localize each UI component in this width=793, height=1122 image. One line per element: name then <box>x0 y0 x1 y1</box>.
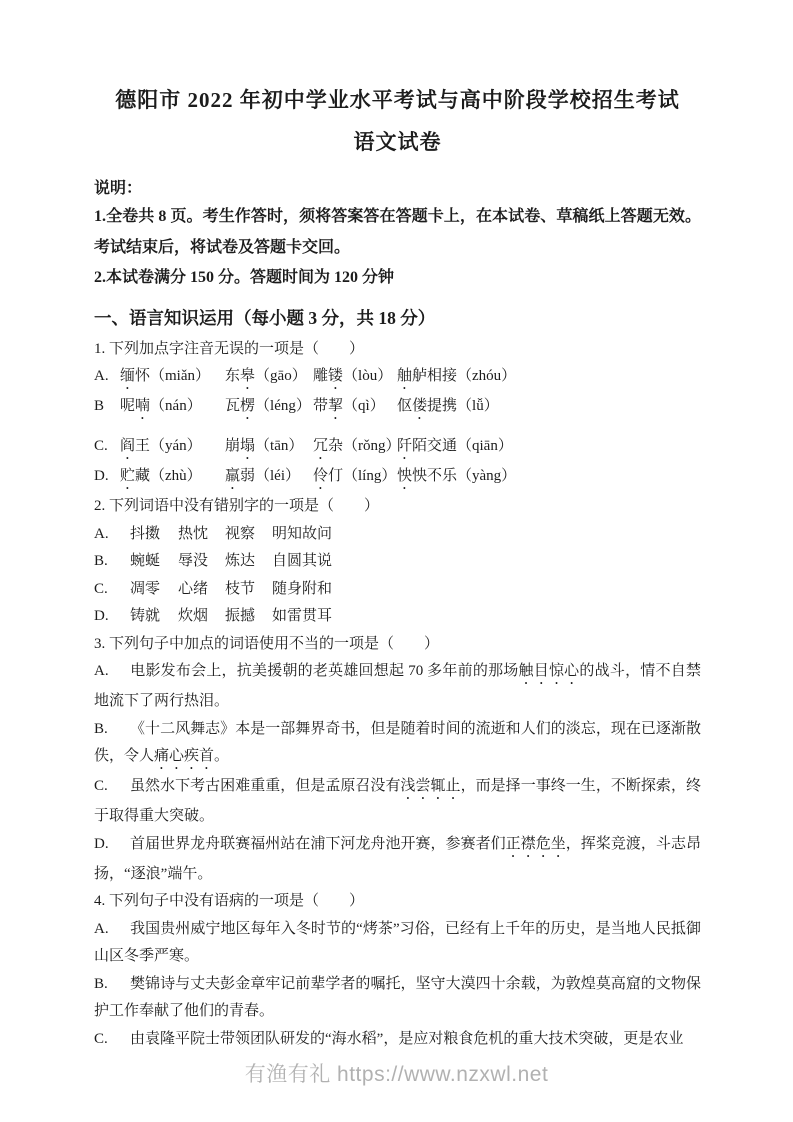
option-text: 《十二风舞志》本是一部舞界奇书，但是随着时间的流逝和人们的淡忘，现在已逐渐散佚，令人痛心疾首。 <box>94 720 701 764</box>
option-c <box>94 1026 701 1054</box>
word: 如雷贯耳 <box>272 608 333 624</box>
word: 辱没 <box>178 553 209 569</box>
option-label: A. <box>94 663 109 679</box>
word-with-pinyin: 带挈（qì） <box>313 398 385 414</box>
option-text: 电影发布会上，抗美援朝的老英雄回想起 70 多年前的那场触目惊心的战斗，情不自禁地流下了两行热泪。 <box>94 663 701 709</box>
question-2 <box>94 493 701 631</box>
option-a <box>94 658 701 716</box>
option-cell <box>94 603 178 631</box>
option-cell <box>94 521 178 549</box>
word-with-pinyin: 雕镂（lòu） <box>313 368 393 384</box>
question-4-stem: 4. 下列句子中没有语病的一项是（ ） <box>94 893 365 909</box>
option-label: A. <box>94 920 109 937</box>
watermark-link[interactable]: 有渔有礼 https://www.nzxwl.net <box>244 1063 549 1086</box>
option-text: 我国贵州威宁地区每年入冬时节的“烤茶”习俗，已经有上千年的历史，是当地人民抵御山区冬季严寒。 <box>94 920 701 964</box>
option-label: C. <box>94 778 108 794</box>
section-heading: 一、语言知识运用（每小题 3 分，共 18 分） <box>94 307 436 328</box>
word: 凋零 <box>130 580 161 597</box>
word: 铸就 <box>130 608 161 624</box>
word-with-pinyin: 贮藏（zhù） <box>120 468 202 484</box>
word-with-pinyin: 伛偻提携（lǚ） <box>397 398 499 414</box>
option-row-a <box>94 521 701 549</box>
option-row-b <box>94 548 701 576</box>
option-label: C. <box>94 580 108 597</box>
option-cell <box>94 576 178 604</box>
word-with-pinyin: 缅怀（miǎn） <box>120 368 211 384</box>
word: 炼达 <box>225 553 256 569</box>
word: 枝节 <box>225 580 256 597</box>
question-2-stem: 2. 下列词语中没有错别字的一项是（ ） <box>94 498 380 514</box>
option-text: 樊锦诗与丈夫彭金章牢记前辈学者的嘱托，坚守大漠四十余载，为敦煌莫高窟的文物保护工作奉献了他们的青春。 <box>94 975 701 1019</box>
option-c <box>94 773 701 831</box>
word: 炊烟 <box>178 608 209 624</box>
option-row-a <box>94 363 701 393</box>
option-row-c <box>94 576 701 604</box>
option-cell <box>94 433 225 463</box>
option-label: B. <box>94 553 108 569</box>
word: 自圆其说 <box>272 553 333 569</box>
option-cell <box>94 393 225 423</box>
word: 抖擞 <box>130 525 161 542</box>
option-row-d <box>94 463 701 493</box>
option-label: C. <box>94 438 108 454</box>
option-label: D. <box>94 835 109 852</box>
option-row-d <box>94 603 701 631</box>
option-cell <box>94 548 178 576</box>
option-label: B. <box>94 720 108 737</box>
word-with-pinyin: 呢喃（nán） <box>120 398 202 414</box>
question-3 <box>94 631 701 889</box>
option-label: D. <box>94 608 109 624</box>
word: 心绪 <box>178 580 209 597</box>
option-label: B <box>94 398 105 414</box>
word-with-pinyin: 瓦楞（léng） <box>225 398 311 414</box>
option-d <box>94 831 701 889</box>
word-with-pinyin: 怏怏不乐（yàng） <box>397 468 517 484</box>
option-label: A. <box>94 368 109 384</box>
option-label: B. <box>94 975 108 992</box>
option-a <box>94 916 701 971</box>
option-label: A. <box>94 525 109 542</box>
option-label: C. <box>94 1030 108 1047</box>
word-with-pinyin: 崩塌（tān） <box>225 438 304 454</box>
note-item-2: 2.本试卷满分 150 分。答题时间为 120 分钟 <box>94 269 395 286</box>
option-cell <box>94 463 225 493</box>
word-with-pinyin: 阡陌交通（qiān） <box>397 438 513 454</box>
word: 随身附和 <box>272 580 333 597</box>
word: 视察 <box>225 525 256 542</box>
word: 明知故问 <box>272 525 333 542</box>
word-with-pinyin: 伶仃（líng） <box>313 468 397 484</box>
option-label: D. <box>94 468 109 484</box>
page-subtitle: 语文试卷 <box>353 130 442 154</box>
word-with-pinyin: 羸弱（léi） <box>225 468 301 484</box>
option-cell <box>94 363 225 393</box>
notes-label: 说明： <box>94 180 143 197</box>
option-row-c <box>94 433 701 463</box>
word-with-pinyin: 东皋（gāo） <box>225 368 307 384</box>
option-row-b <box>94 393 701 423</box>
question-1 <box>94 336 701 494</box>
note-item-1: 1.全卷共 8 页。考生作答时，须将答案答在答题卡上，在本试卷、草稿纸上答题无效。考试结束后，将试卷及答题卡交回。 <box>94 208 701 256</box>
question-1-stem: 1. 下列加点字注音无误的一项是（ ） <box>94 340 365 357</box>
option-text: 首届世界龙舟联赛福州站在浦下河龙舟池开赛，参赛者们正襟危坐，挥桨竞渡，斗志昂扬，“逐浪”端午。 <box>94 835 701 882</box>
question-4 <box>94 888 701 1053</box>
option-text: 由袁隆平院士带领团队研发的“海水稻”，是应对粮食危机的重大技术突破，更是农业 <box>130 1030 684 1047</box>
word-with-pinyin: 冗杂（rǒng） <box>313 438 401 454</box>
option-b <box>94 971 701 1026</box>
word: 热忱 <box>178 525 209 542</box>
page-title: 德阳市 2022 年初中学业水平考试与高中阶段学校招生考试 <box>115 88 680 112</box>
word: 振撼 <box>225 608 256 624</box>
option-b <box>94 716 701 774</box>
question-3-stem: 3. 下列句子中加点的词语使用不当的一项是（ ） <box>94 635 440 652</box>
option-text: 虽然水下考古困难重重，但是孟原召没有浅尝辄止，而是择一事终一生，不断探索，终于取得重大突破。 <box>94 778 701 824</box>
word: 蜿蜒 <box>130 553 161 569</box>
word-with-pinyin: 舳舻相接（zhóu） <box>397 368 517 384</box>
word-with-pinyin: 阎王（yán） <box>120 438 202 454</box>
